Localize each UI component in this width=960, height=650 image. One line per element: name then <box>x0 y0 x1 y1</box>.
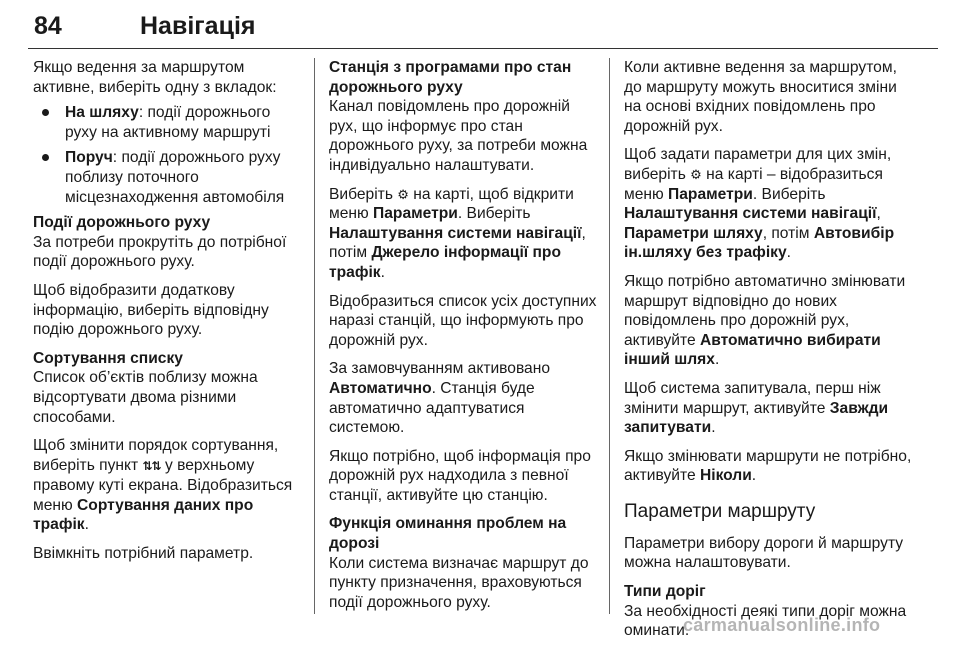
menu-name: Налаштування системи навігації <box>329 224 582 242</box>
menu-name: Параметри шляху <box>624 224 763 242</box>
column-1 <box>33 58 301 573</box>
paragraph: Коли активне ведення за маршрутом, до маршруту можуть вноситися зміни на основі вхідних повідомлень про дорожній рух. <box>624 59 897 135</box>
page-header <box>28 0 938 50</box>
text: у верхньому правому куті екрана. Відобразиться меню <box>33 456 293 514</box>
paragraph: За потреби прокрутіть до потрібної події дорожнього руху. <box>33 233 287 271</box>
tab-desc-on-route: : події дорожнього руху на активному маршруті <box>65 104 271 141</box>
text: За замовчуванням активовано <box>329 360 551 378</box>
column-divider-2 <box>609 58 610 614</box>
page-number: 84 <box>34 12 62 40</box>
sort-arrows-icon: ⇅⇅ <box>142 458 161 473</box>
option-name: Автоматично <box>329 379 432 397</box>
menu-name: Налаштування системи навігації <box>624 205 877 223</box>
text: , <box>876 205 881 223</box>
paragraph-select-settings <box>329 185 597 283</box>
text: . Виберіть <box>457 205 531 223</box>
text: . <box>711 419 716 437</box>
text: . <box>714 351 720 369</box>
menu-name: Автовибір ін.шляху без трафіку <box>624 224 895 262</box>
subheading-sort-list: Сортування списку <box>33 349 183 367</box>
intro-paragraph: Якщо ведення за маршрутом активне, виберіть одну з вкладок: <box>33 59 277 96</box>
list-item <box>33 148 301 207</box>
text: Щоб система запитувала, перш ніж змінити маршрут, активуйте <box>624 379 881 417</box>
tab-term-nearby: Поруч <box>65 149 113 167</box>
paragraph-auto-reroute <box>624 272 914 370</box>
option-name: Ніколи <box>699 467 752 485</box>
paragraph: Ввімкніть потрібний параметр. <box>33 545 254 563</box>
text: , потім <box>762 224 810 242</box>
menu-name: Параметри <box>668 185 753 203</box>
paragraph-always-ask <box>624 379 914 438</box>
option-name: Автоматично вибирати інший шлях <box>624 331 881 369</box>
menu-name: Сортування даних про трафік <box>33 496 254 534</box>
paragraph: Щоб відобразити додаткову інформацію, виберіть відповідну подію дорожнього руху. <box>33 281 269 339</box>
header-divider <box>28 48 938 49</box>
text: , потім <box>329 224 586 262</box>
paragraph: Канал повідомлень про дорожній рух, що інформує про стан дорожнього руху, за потреби можна індивідуально налаштувати. <box>329 98 588 174</box>
text: на карті, щоб відкрити меню <box>329 185 574 223</box>
watermark: carmanualsonline.info <box>683 615 881 635</box>
paragraph: Список об’єктів поблизу можна відсортувати двома різними способами. <box>33 369 258 426</box>
text: на карті – відобразиться меню <box>624 165 883 203</box>
text: . <box>786 244 791 262</box>
paragraph-default <box>329 359 597 437</box>
gear-icon: ⚙ <box>397 186 409 202</box>
section-heading-route-options: Параметри маршруту <box>624 500 816 522</box>
text: Щоб задати параметри для цих змін, виберіть <box>624 146 892 183</box>
tab-term-on-route: На шляху <box>65 104 139 122</box>
text: . <box>84 516 89 534</box>
subheading-traffic-station: Станція з програмами про стан дорожнього руху <box>329 59 572 96</box>
text: Якщо потрібно автоматично змінювати маршрут відповідно до нових повідомлень про дорожній рух, активуйте <box>624 272 906 349</box>
paragraph: Коли система визначає маршрут до пункту призначення, враховуються події дорожнього руху. <box>329 554 589 611</box>
bullet-icon <box>42 109 49 116</box>
gear-icon: ⚙ <box>690 166 702 182</box>
text: Якщо змінювати маршрути не потрібно, активуйте <box>624 447 912 485</box>
text: . <box>380 263 385 281</box>
text: . Станція буде автоматично адаптуватися системою. <box>329 379 535 437</box>
paragraph-never <box>624 447 914 486</box>
text: . Виберіть <box>752 185 826 203</box>
bullet-icon <box>42 154 49 161</box>
tab-desc-nearby: : події дорожнього руху поблизу поточного місцезнаходження автомобіля <box>65 149 285 206</box>
paragraph: Відобразиться список усіх доступних наразі станцій, що інформують про дорожній рух. <box>329 292 597 349</box>
column-3 <box>624 58 914 650</box>
menu-name: Параметри <box>373 205 458 223</box>
subheading-road-types: Типи доріг <box>624 583 706 601</box>
tab-list <box>33 103 301 207</box>
list-item <box>33 103 301 142</box>
text: Щоб змінити порядок сортування, виберіть пункт <box>33 437 279 474</box>
paragraph: За необхідності деякі типи доріг можна оминати. <box>624 602 907 640</box>
paragraph: Параметри вибору дороги й маршруту можна налаштовувати. <box>624 534 904 572</box>
text: . <box>751 467 757 485</box>
paragraph-sort-order <box>33 436 301 535</box>
column-2 <box>329 58 597 621</box>
paragraph: Якщо потрібно, щоб інформація про дорожній рух надходила з певної станції, активуйте цю станцію. <box>329 447 591 504</box>
column-divider-1 <box>314 58 315 614</box>
subheading-traffic-events: Події дорожнього руху <box>33 214 211 232</box>
text: Виберіть <box>329 185 393 203</box>
subheading-avoid-problems: Функція оминання проблем на дорозі <box>329 515 567 553</box>
option-name: Завжди запитувати <box>624 399 889 437</box>
menu-name: Джерело інформації про трафік <box>329 244 561 281</box>
page-title: Навігація <box>140 12 256 40</box>
paragraph-set-options <box>624 145 914 263</box>
